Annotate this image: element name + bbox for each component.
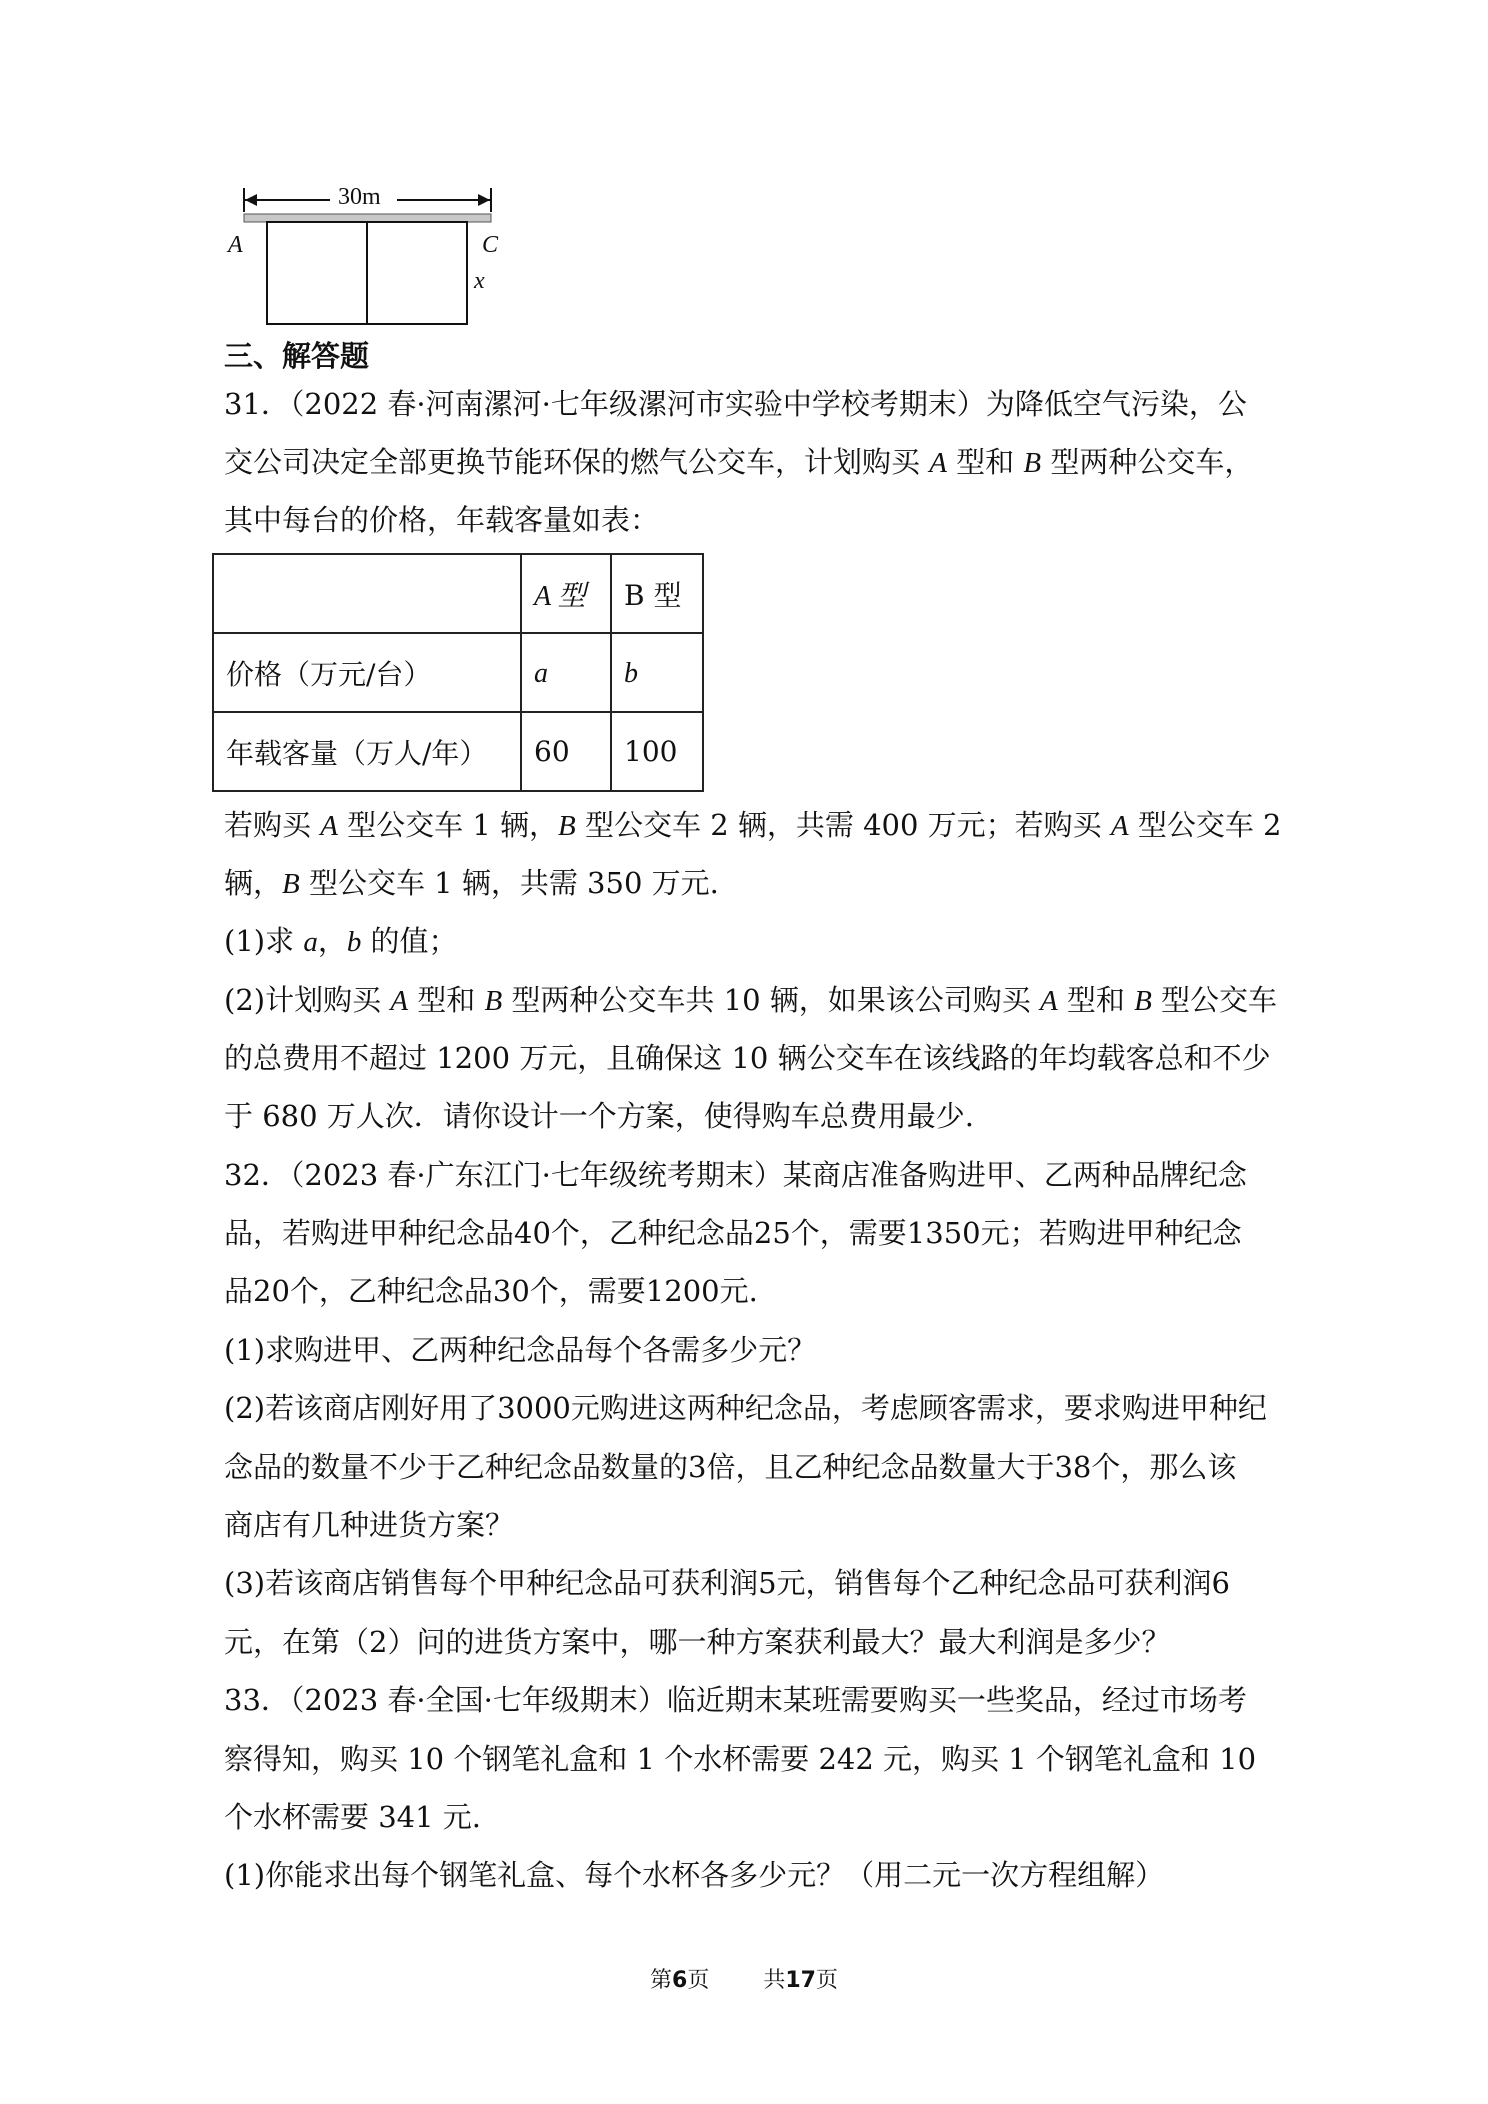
- table-row: [213, 554, 703, 633]
- table-cell: a: [521, 633, 611, 712]
- q32-sub3-line1: (3)若该商店销售每个甲种纪念品可获利润5元，销售每个乙种纪念品可获利润6: [224, 1566, 1230, 1600]
- q32-sub2-line2: 念品的数量不少于乙种纪念品数量的3倍，且乙种纪念品数量大于38个，那么该: [224, 1450, 1237, 1484]
- q32-sub2-line3: 商店有几种进货方案？: [224, 1508, 515, 1542]
- q31-line1: 31．（2022 春·河南漯河·七年级漯河市实验中学校考期末）为降低空气污染，公: [224, 387, 1247, 421]
- q31-sub1: (1)求 a，b 的值；: [224, 924, 458, 958]
- table-row: [213, 712, 703, 791]
- q32-line3: 品20个，乙种纪念品30个，需要1200元.: [224, 1274, 758, 1308]
- arrow-right-icon: [478, 194, 490, 206]
- arrow-left-icon: [245, 194, 257, 206]
- q31-sub2-line2: 的总费用不超过 1200 万元，且确保这 10 辆公交车在该线路的年均载客总和不少: [224, 1041, 1271, 1075]
- table-cell: 价格（万元/台）: [213, 633, 521, 712]
- table-cell: b: [611, 633, 703, 712]
- table-cell: 年载客量（万人/年）: [213, 712, 521, 791]
- q31-para-line1: 若购买 A 型公交车 1 辆，B 型公交车 2 辆，共需 400 万元；若购买 A 型公交车 2: [224, 808, 1282, 842]
- q31-para-line2: 辆，B 型公交车 1 辆，共需 350 万元.: [224, 866, 719, 900]
- figure-label-x: x: [474, 268, 485, 294]
- q31-sub2-line3: 于 680 万人次．请你设计一个方案，使得购车总费用最少.: [224, 1099, 975, 1133]
- q32-sub2-line1: (2)若该商店刚好用了3000元购进这两种纪念品，考虑顾客需求，要求购进甲种纪: [224, 1391, 1267, 1425]
- q33-line1: 33．（2023 春·全国·七年级期末）临近期末某班需要购买一些奖品，经过市场考: [224, 1683, 1247, 1717]
- table-row: [213, 633, 703, 712]
- q32-line1: 32．（2023 春·广东江门·七年级统考期末）某商店准备购进甲、乙两种品牌纪念: [224, 1158, 1247, 1192]
- q33-line3: 个水杯需要 341 元.: [224, 1800, 482, 1834]
- q32-sub3-line2: 元，在第（2）问的进货方案中，哪一种方案获利最大？最大利润是多少？: [224, 1625, 1171, 1659]
- table-cell: B 型: [611, 554, 703, 633]
- figure-label-c: C: [482, 232, 499, 258]
- wall-strip: [244, 214, 491, 222]
- table-cell: [213, 554, 521, 633]
- q31-line3: 其中每台的价格，年载客量如表：: [224, 503, 660, 537]
- q32-line2: 品，若购进甲种纪念品40个，乙种纪念品25个，需要1350元；若购进甲种纪念: [224, 1216, 1242, 1250]
- q31-line2: 交公司决定全部更换节能环保的燃气公交车，计划购买 A 型和 B 型两种公交车，: [224, 445, 1254, 479]
- section-title: 三、解答题: [224, 339, 370, 373]
- bus-table: [212, 553, 704, 792]
- table-cell: A 型: [521, 554, 611, 633]
- q33-sub1: (1)你能求出每个钢笔礼盒、每个水杯各多少元？（用二元一次方程组解）: [224, 1858, 1165, 1892]
- q31-sub2-line1: (2)计划购买 A 型和 B 型两种公交车共 10 辆，如果该公司购买 A 型和 B 型公交车: [224, 983, 1278, 1017]
- table-cell: 100: [611, 712, 703, 791]
- figure-width-label: 30m: [338, 184, 381, 210]
- table-cell: 60: [521, 712, 611, 791]
- q32-sub1: (1)求购进甲、乙两种纪念品每个各需多少元？: [224, 1333, 817, 1367]
- page-footer: 第6页 共17页: [650, 1968, 838, 1993]
- figure-label-a: A: [228, 232, 243, 258]
- q33-line2: 察得知，购买 10 个钢笔礼盒和 1 个水杯需要 242 元，购买 1 个钢笔礼盒和 10: [224, 1742, 1257, 1776]
